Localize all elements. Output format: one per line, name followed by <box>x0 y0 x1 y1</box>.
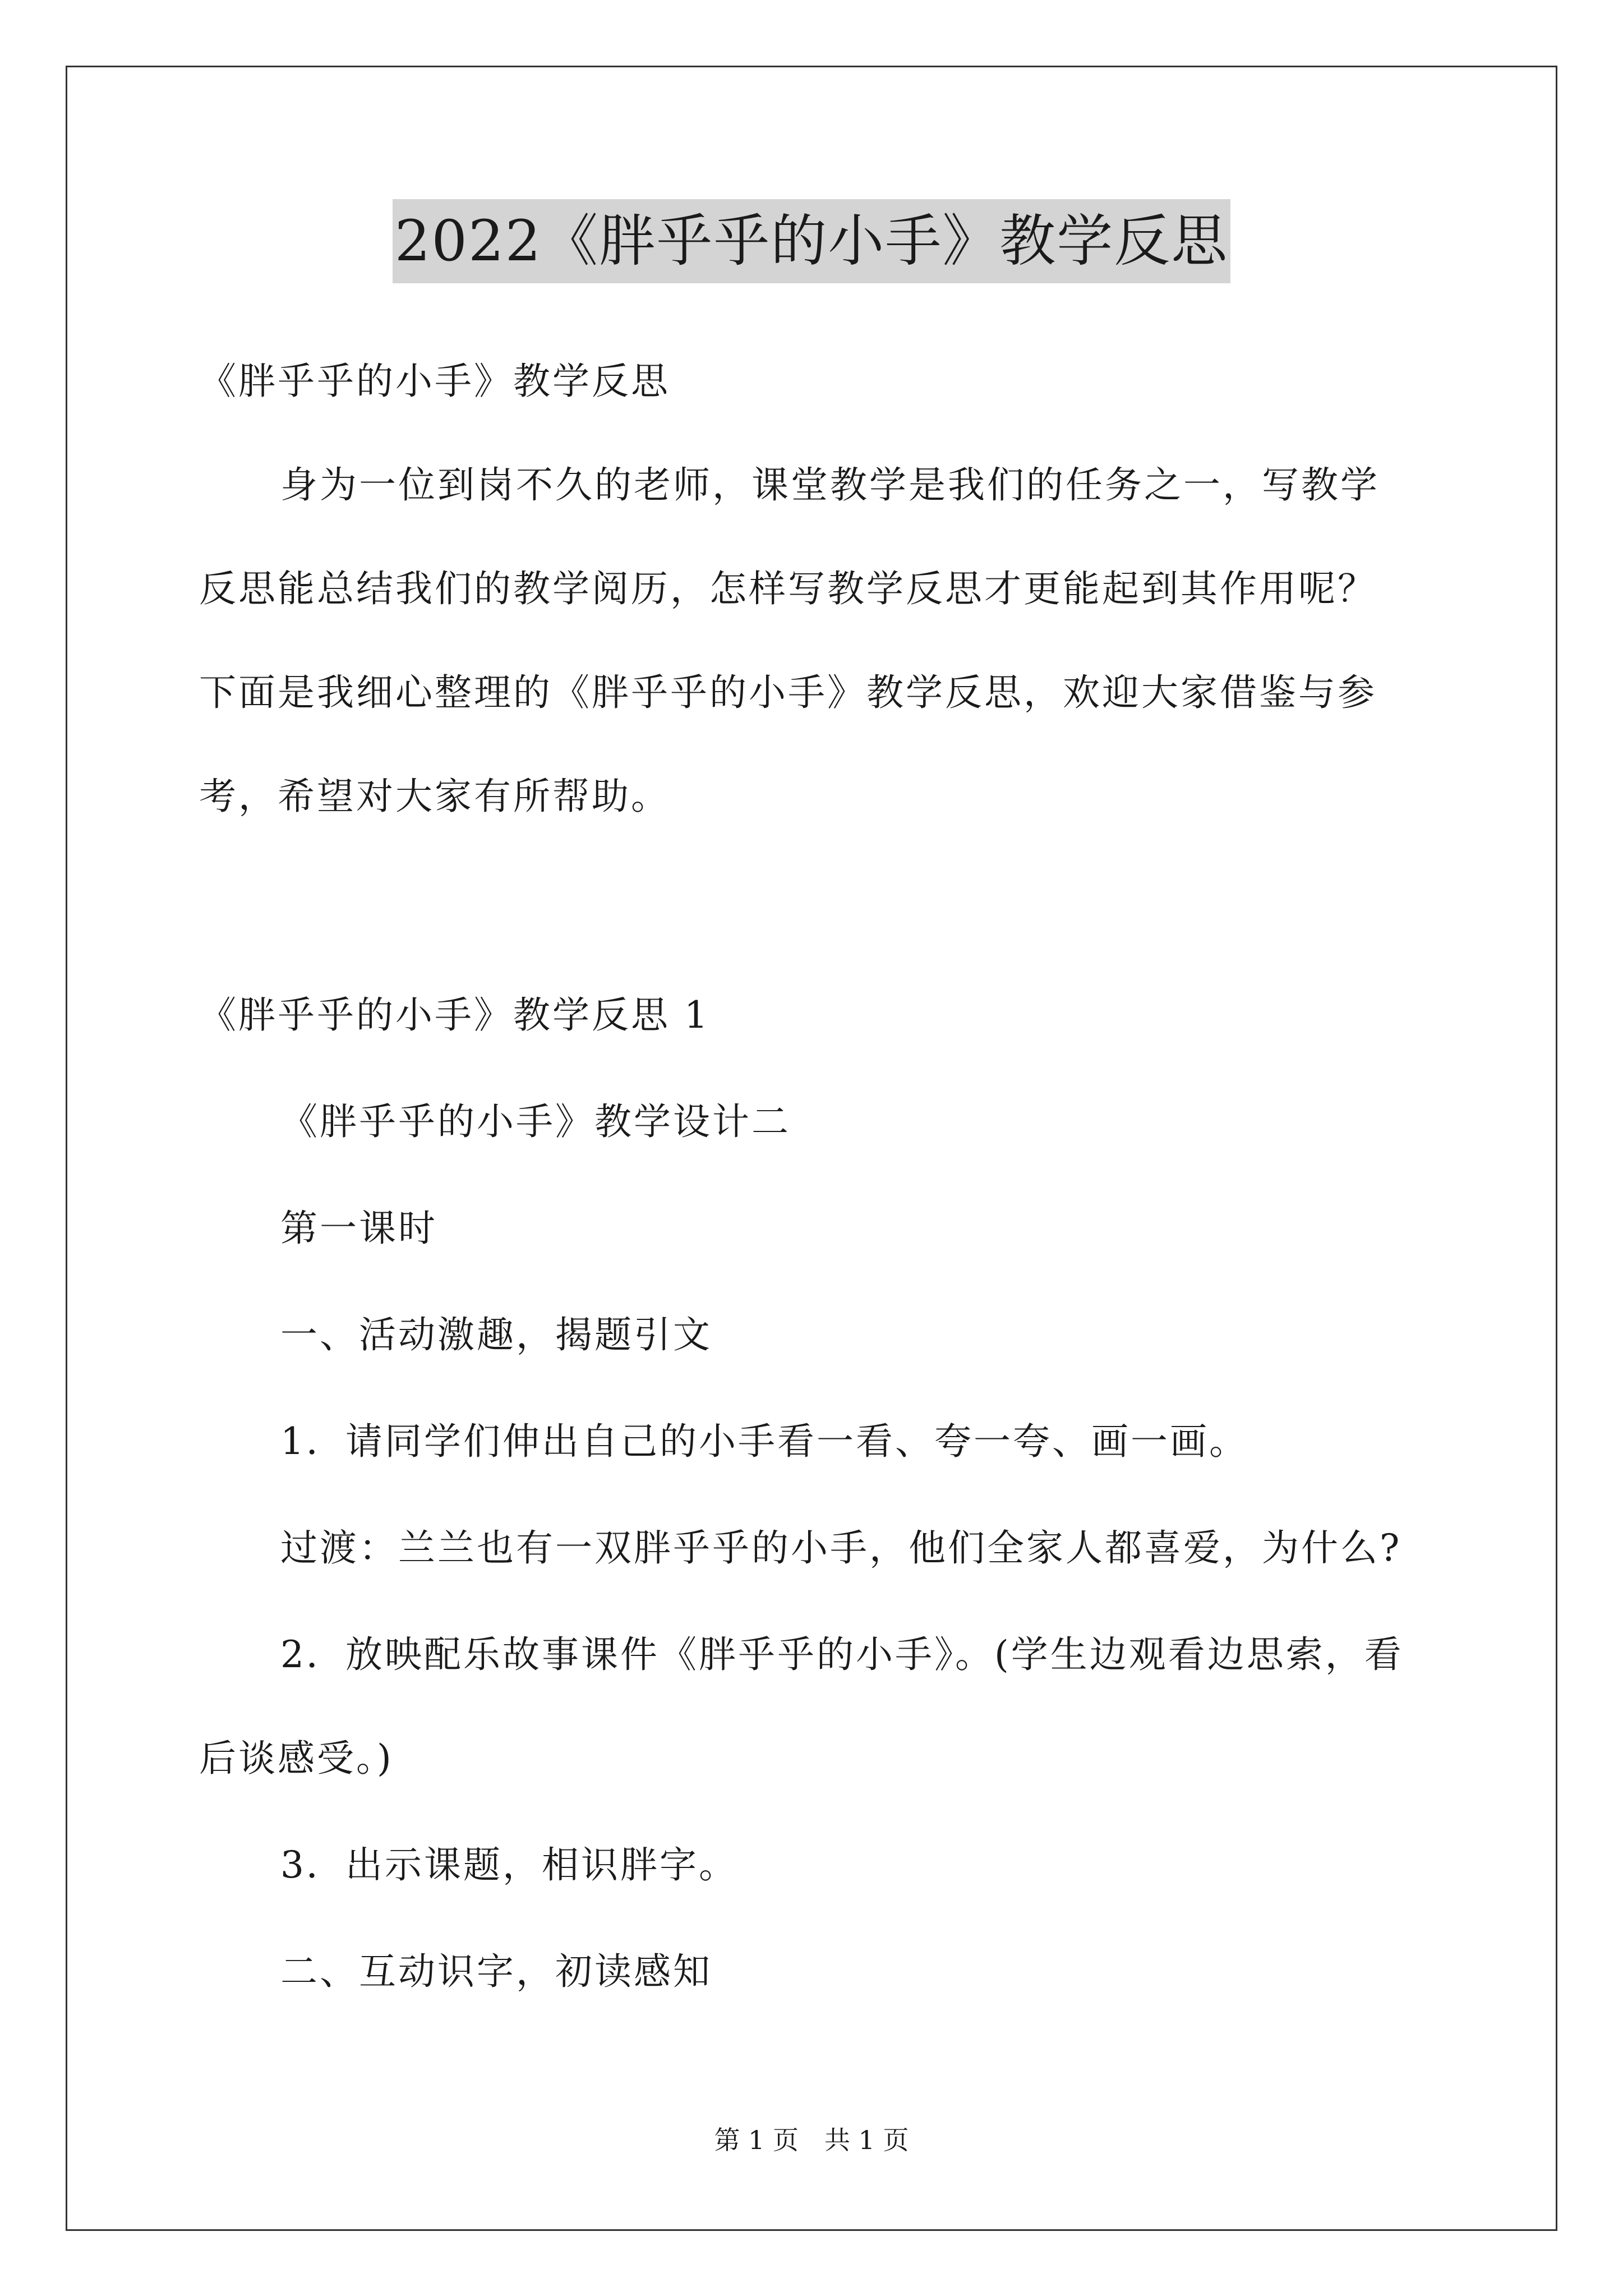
body-line-part-two: 二、互动识字，初读感知 <box>280 1950 712 1993</box>
intro-paragraph-line-1: 身为一位到岗不久的老师，课堂教学是我们的任务之一，写教学 <box>280 463 1380 507</box>
body-line-step-3: 3．出示课题，相识胖字。 <box>280 1843 738 1887</box>
body-line-design-title: 《胖乎乎的小手》教学设计二 <box>280 1100 791 1143</box>
page-footer: 第 1 页 共 1 页 <box>714 2125 909 2155</box>
body-line-part-one: 一、活动激趣，揭题引文 <box>280 1313 712 1356</box>
intro-paragraph-line-2: 反思能总结我们的教学阅历，怎样写教学反思才更能起到其作用呢？ <box>199 567 1377 610</box>
intro-paragraph-line-3: 下面是我细心整理的《胖乎乎的小手》教学反思，欢迎大家借鉴与参 <box>199 671 1377 714</box>
body-line-transition: 过渡：兰兰也有一双胖乎乎的小手，他们全家人都喜爱，为什么? <box>280 1526 1402 1570</box>
body-line-step-2: 2．放映配乐故事课件《胖乎乎的小手》。(学生边观看边思索，看 <box>280 1633 1404 1676</box>
intro-paragraph-line-4: 考，希望对大家有所帮助。 <box>199 775 670 818</box>
document-title: 2022《胖乎乎的小手》教学反思 <box>393 199 1231 283</box>
section-heading: 《胖乎乎的小手》教学反思 1 <box>199 993 710 1037</box>
body-line-step-1: 1．请同学们伸出自己的小手看一看、夸一夸、画一画。 <box>280 1420 1248 1463</box>
document-subtitle: 《胖乎乎的小手》教学反思 <box>199 360 670 403</box>
body-line-lesson-one: 第一课时 <box>280 1207 437 1250</box>
body-line-step-2-cont: 后谈感受。) <box>199 1737 394 1780</box>
title-container <box>0 199 1623 283</box>
